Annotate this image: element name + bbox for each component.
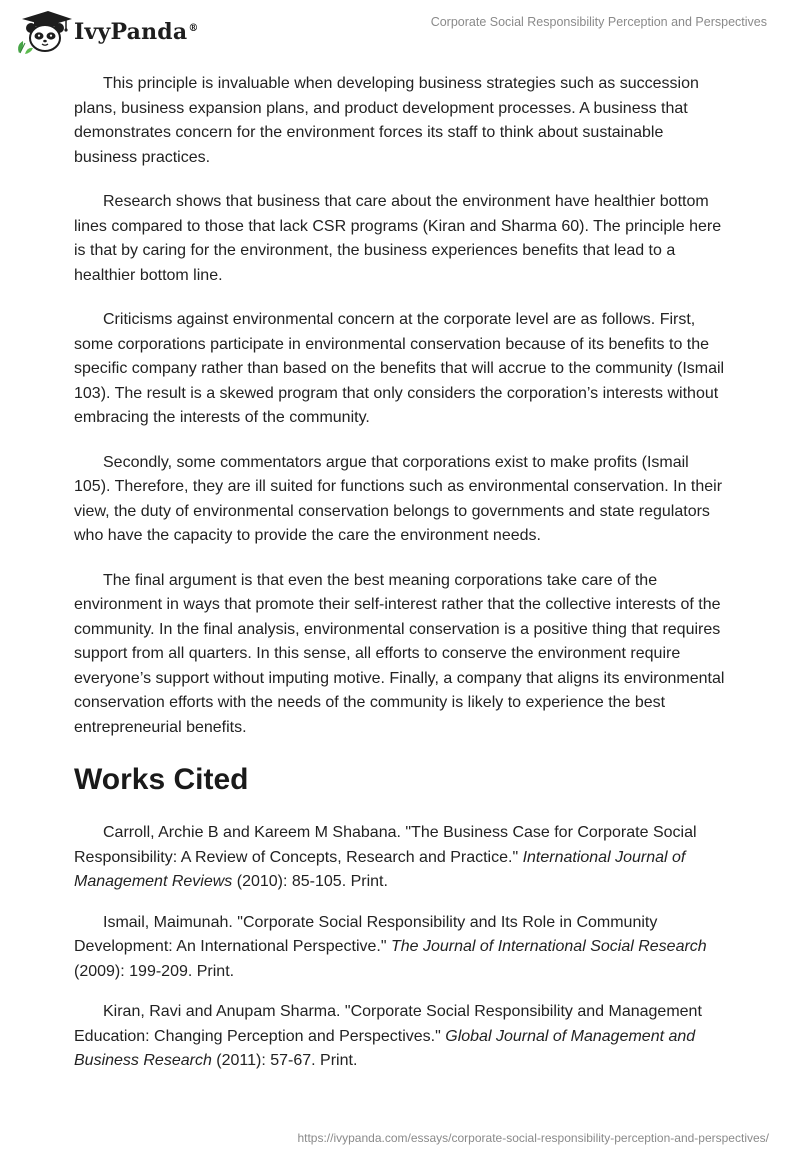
works-cited-heading: Works Cited	[74, 763, 249, 796]
brand-name: IvyPanda®	[74, 19, 199, 45]
essay-content	[74, 72, 726, 1090]
panda-graduate-icon	[14, 9, 72, 55]
citation-text: Carroll, Archie B and Kareem M Shabana. "The Business Case for Corporate Social Responsibility: A Review of Concepts, Research and Practice."	[74, 824, 697, 866]
body-paragraph: Secondly, some commentators argue that corporations exist to make profits (Ismail 105). Therefore, they are ill suited for functions such as environmental conservation. In their view, the duty of environmental conservation belongs to governments and state regulators who have the capacity to provide the care the environment needs.	[74, 453, 723, 544]
source-url[interactable]: https://ivypanda.com/essays/corporate-social-responsibility-perception-and-perspectives/	[297, 1131, 769, 1145]
document-title: Corporate Social Responsibility Perception and Perspectives	[430, 15, 767, 29]
body-paragraph: Research shows that business that care about the environment have healthier bottom lines compared to those that lack CSR programs (Kiran and Sharma 60). The principle here is that by caring for the environment, the business experiences benefits that lead to a healthier bottom line.	[74, 193, 722, 284]
body-paragraph: Criticisms against environmental concern at the corporate level are as follows. First, some corporations participate in environmental conservation because of its benefits to the specific company rather than based on the benefits that will accrue to the community (Ismail 103). The result is a skewed program that only considers the corporation’s interests without embracing the interests of the community.	[74, 311, 725, 426]
body-paragraph: This principle is invaluable when developing business strategies such as succession plans, business expansion plans, and product development processes. A business that demonstrates concern for the environment forces its staff to think about sustainable business practices.	[74, 75, 699, 166]
page-header	[0, 0, 800, 70]
citation-text: Ismail, Maimunah. "Corporate Social Responsibility and Its Role in Community Development: An International Perspective."	[74, 913, 658, 955]
body-paragraph: The final argument is that even the best meaning corporations take care of the environment in ways that promote their self-interest rather that the collective interests of the community. In the final analysis, environmental conservation is a positive thing that requires support from all quarters. In this sense, all efforts to conserve the environment require everyone’s support without imputing motive. Finally, a company that aligns its environmental conservation efforts with the needs of the community is likely to experience the best entrepreneurial benefits.	[74, 571, 725, 736]
citation-journal: Global Journal of Management and Business Research	[74, 1027, 696, 1069]
ivypanda-logo[interactable]	[14, 9, 199, 55]
citation-entry	[74, 1000, 726, 1074]
citation-details: (2010): 85-105. Print.	[232, 873, 388, 890]
citation-journal: The Journal of International Social Research	[390, 938, 707, 955]
citation-details: (2009): 199-209. Print.	[74, 962, 235, 980]
citation-text: Kiran, Ravi and Anupam Sharma. "Corporate Social Responsibility and Management Education: Changing Perception and Perspectives."	[74, 1003, 702, 1045]
registered-mark: ®	[188, 22, 199, 34]
citation-journal: International Journal of Management Reviews	[74, 848, 686, 890]
citation-entry	[74, 821, 726, 895]
citation-details: (2011): 57-67. Print.	[211, 1052, 358, 1069]
citation-entry	[74, 911, 726, 985]
